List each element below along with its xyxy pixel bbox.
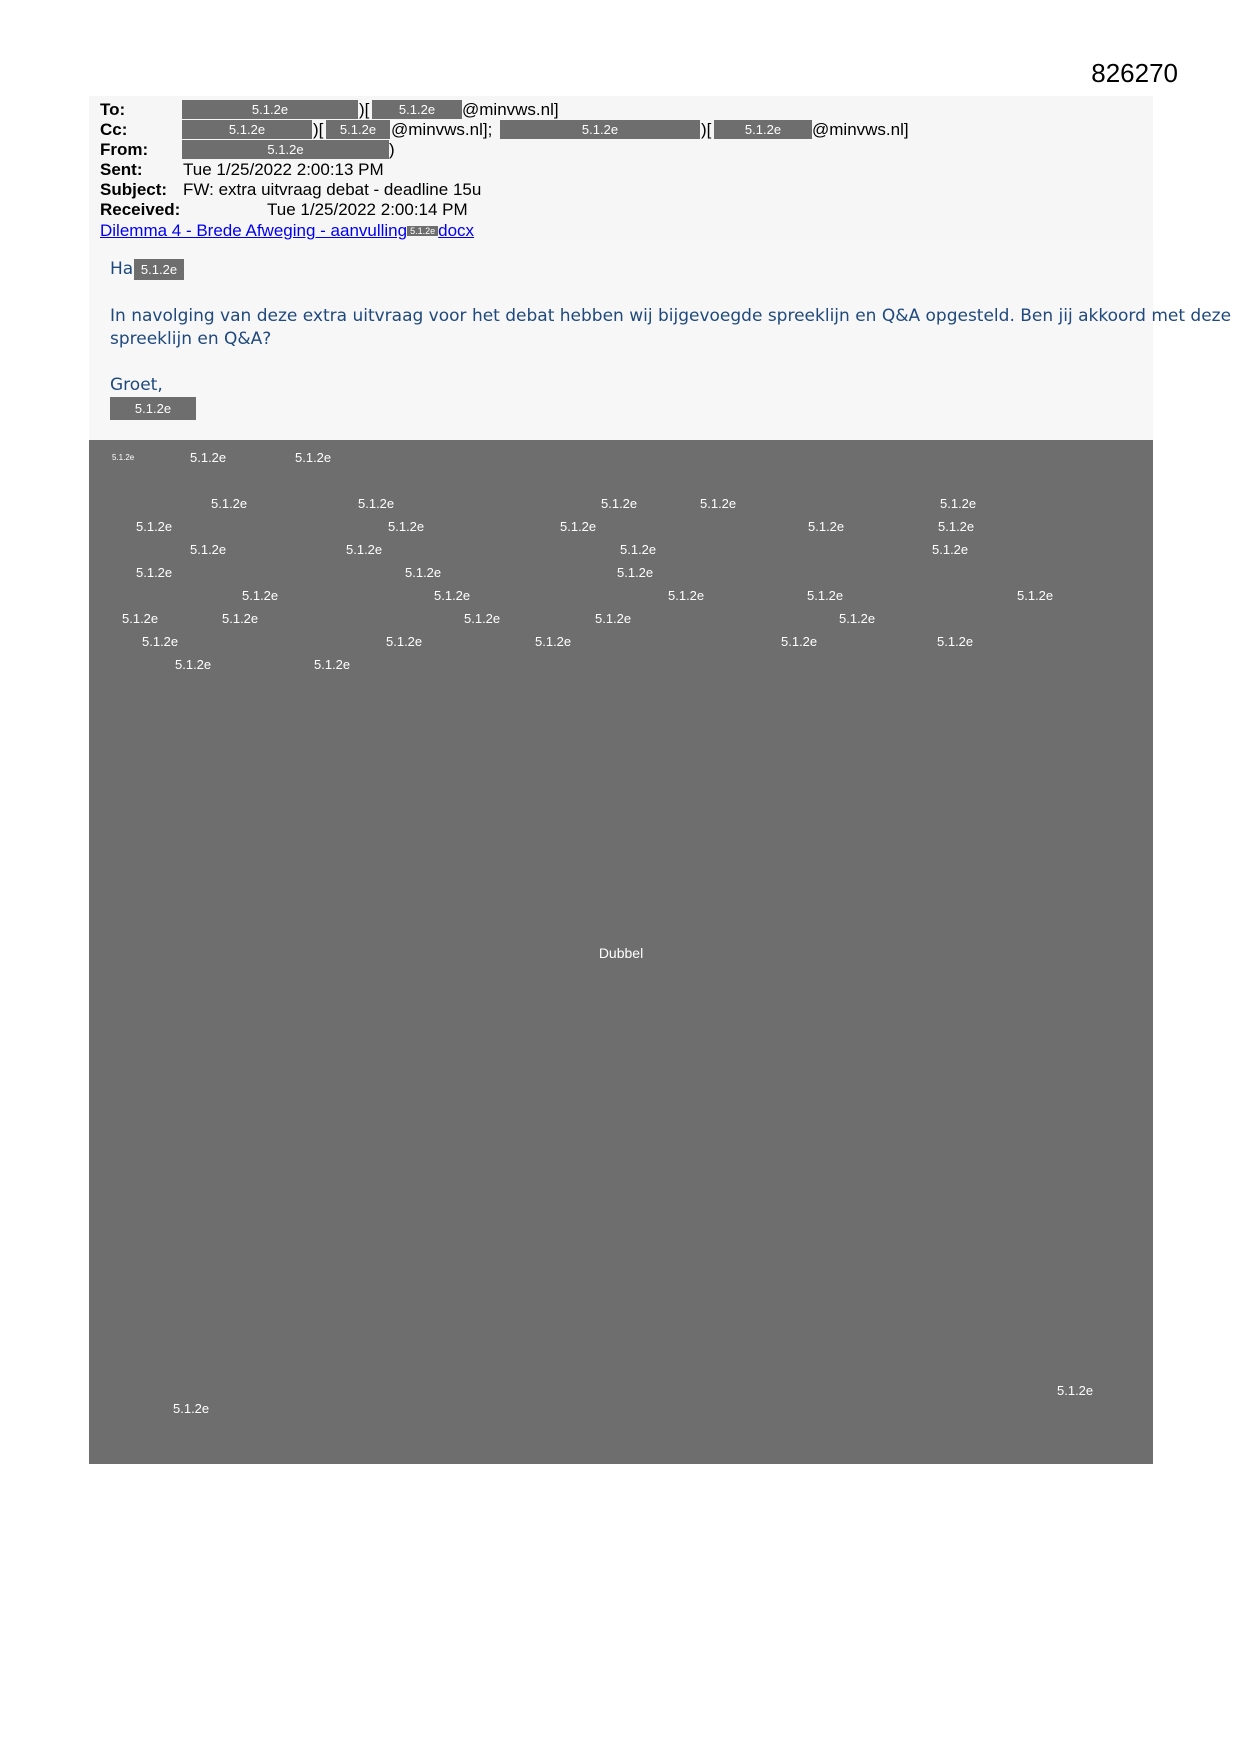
attachment-name: Dilemma 4 - Brede Afweging - aanvulling [100,221,408,240]
redaction-label: 5.1.2e [807,588,844,603]
redaction-label: 5.1.2e [808,519,845,534]
redaction-label: 5.1.2e [1057,1383,1094,1398]
redaction-label: 5.1.2e [211,496,248,511]
received-row [100,200,700,220]
redaction-label: 5.1.2e [386,634,423,649]
from-label: From: [100,140,149,159]
to-domain: @minvws.nl] [462,100,559,119]
cc-domain-1: @minvws.nl]; [391,120,493,139]
from-close: ) [389,140,395,159]
greeting-line [110,258,133,281]
redaction-label: 5.1.2e [601,496,638,511]
from-name-redaction: 5.1.2e [182,140,389,159]
sent-label: Sent: [100,160,143,179]
message-paragraph-line1: In navolging van deze extra uitvraag voor het debat hebben wij bijgevoegde spreeklijn en Q&A opgesteld. Ben jij akkoord met deze [110,306,1232,326]
subject-row [100,180,700,200]
redaction-label: 5.1.2e [136,519,173,534]
document-number: 826270 [1091,58,1178,88]
closing: Groet, [110,375,163,395]
received-label: Received: [100,200,181,219]
redaction-label: 5.1.2e [358,496,395,511]
redaction-label: 5.1.2e [535,634,572,649]
redaction-label: 5.1.2e [405,565,442,580]
redaction-label: 5.1.2e [190,542,227,557]
redaction-label: 5.1.2e [190,450,227,465]
sent-row [100,160,600,180]
to-separator: )[ [359,100,370,119]
redaction-label: 5.1.2e [222,611,259,626]
redaction-label: 5.1.2e [122,611,159,626]
redaction-label: 5.1.2e [242,588,279,603]
redaction-label: 5.1.2e [1017,588,1054,603]
redaction-label: 5.1.2e [940,496,977,511]
cc-name-redaction-2: 5.1.2e [500,120,700,139]
redaction-label: 5.1.2e [314,657,351,672]
attachment-extension: docx [438,221,475,240]
redaction-label: 5.1.2e [295,450,332,465]
redaction-label: 5.1.2e [136,565,173,580]
redaction-label: 5.1.2e [175,657,212,672]
redaction-label: 5.1.2e [112,453,135,462]
sent-value: Tue 1/25/2022 2:00:13 PM [183,160,384,179]
to-name-redaction: 5.1.2e [182,100,358,119]
cc-address-redaction-2: 5.1.2e [714,120,812,139]
greeting: Ha [110,259,134,279]
redaction-label: 5.1.2e [595,611,632,626]
redaction-label: 5.1.2e [620,542,657,557]
redaction-label: 5.1.2e [932,542,969,557]
redacted-content-block [89,440,1153,1464]
redaction-label: 5.1.2e [839,611,876,626]
redaction-label: 5.1.2e [938,519,975,534]
redaction-label: 5.1.2e [142,634,179,649]
signature-redaction: 5.1.2e [110,397,196,420]
redaction-label: 5.1.2e [346,542,383,557]
to-row [100,100,1100,120]
redaction-label: 5.1.2e [173,1401,210,1416]
cc-domain-2: @minvws.nl] [812,120,909,139]
to-label: To: [100,100,126,119]
attachment-link[interactable] [100,221,474,241]
redaction-label: 5.1.2e [700,496,737,511]
cc-label: Cc: [100,120,128,139]
subject-label: Subject: [100,180,168,199]
redaction-label: 5.1.2e [781,634,818,649]
redaction-label: 5.1.2e [464,611,501,626]
redaction-label: 5.1.2e [434,588,471,603]
attachment-redaction: 5.1.2e [407,226,438,236]
cc-address-redaction-1: 5.1.2e [326,120,390,139]
greeting-redaction: 5.1.2e [134,259,184,280]
message-paragraph-line2: spreeklijn en Q&A? [110,329,272,349]
cc-row [100,120,1140,140]
redaction-label: 5.1.2e [668,588,705,603]
received-value: Tue 1/25/2022 2:00:14 PM [267,200,468,219]
cc-separator-1: )[ [313,120,324,139]
redaction-label: 5.1.2e [560,519,597,534]
subject-value: FW: extra uitvraag debat - deadline 15u [183,180,482,199]
cc-separator-2: )[ [701,120,712,139]
redaction-label: 5.1.2e [617,565,654,580]
redaction-label: 5.1.2e [388,519,425,534]
to-address-redaction: 5.1.2e [372,100,462,119]
redaction-reason: Dubbel [598,945,644,961]
redaction-label: 5.1.2e [937,634,974,649]
cc-name-redaction-1: 5.1.2e [182,120,312,139]
from-row [100,140,600,160]
